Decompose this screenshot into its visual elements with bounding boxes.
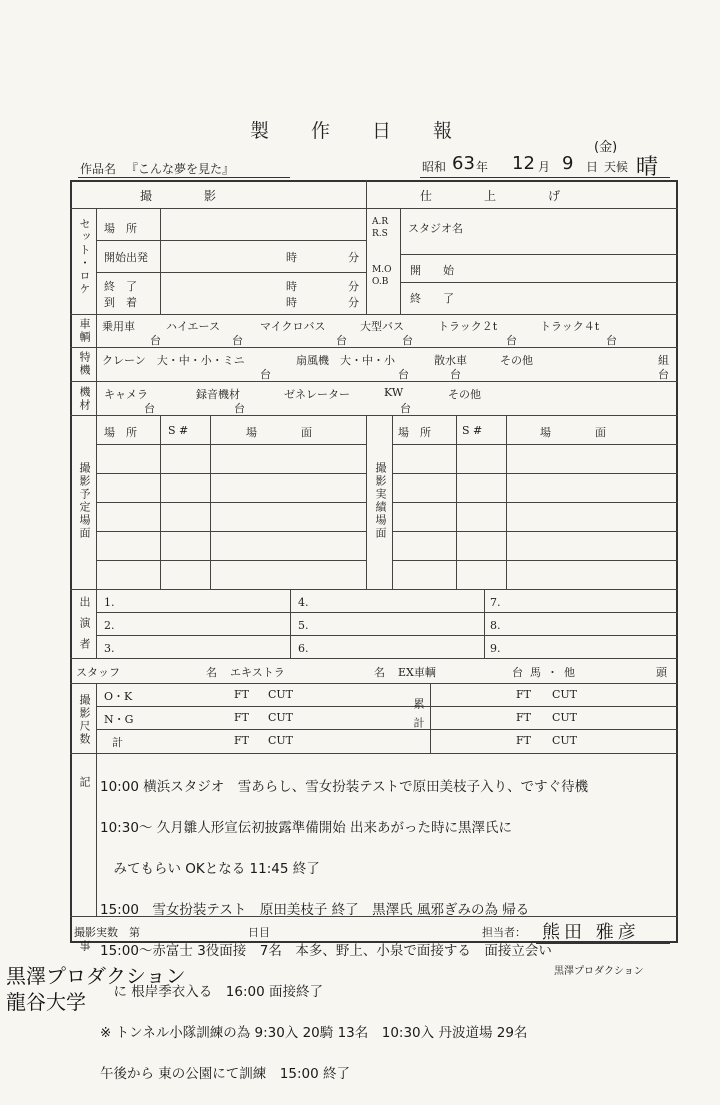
person-label: 担当者： (482, 926, 526, 939)
fan-label: 扇風機 大・中・小 (296, 354, 395, 367)
equip-unit: 台 (400, 402, 411, 415)
page-title: 製 作 日 報 (249, 120, 471, 142)
vehicle-truck-2t: トラック２t (438, 320, 498, 333)
vehicle-unit: 台 (606, 334, 617, 347)
note-line: 10:30～ 久月雛人形宣伝初披露準備開始 出来あがった時に黒澤氏に (100, 819, 512, 836)
finish-time-label: 終 了 (410, 292, 454, 305)
end-hour-label: 時 (286, 280, 297, 293)
shoot-header: 撮 影 (140, 189, 221, 203)
weather-label: 天候 (604, 160, 629, 174)
cast-6: 6. (298, 642, 309, 655)
day-label: 日 (586, 160, 599, 174)
ar-rs-label: A.R R.S (372, 217, 389, 239)
planned-scenes-side-label: 撮影予定場面 (78, 462, 91, 540)
footage-ft: FT (516, 688, 531, 701)
work-label: 作品名 (80, 162, 117, 176)
sprinkler-label: 散水車 (434, 354, 467, 367)
shoot-days-unit: 日目 (248, 926, 270, 939)
cast-2: 2. (104, 619, 115, 632)
cast-5: 5. (298, 619, 309, 632)
equip-kw: KW (384, 386, 404, 399)
extra-people-unit: 名 (374, 666, 385, 679)
footage-ft: FT (234, 688, 249, 701)
arrive-label: 到 着 (104, 296, 137, 309)
footage-ft: FT (516, 734, 531, 747)
cast-8: 8. (490, 619, 501, 632)
cast-side-label: 出演者 (78, 596, 91, 659)
note-line: 15:00 雪女扮装テスト 原田美枝子 終了 黒澤氏 風邪ぎみの為 帰る (100, 901, 530, 918)
equip-other: その他 (448, 388, 481, 401)
horse-unit: 頭 (656, 666, 667, 679)
vehicle-unit: 台 (150, 334, 161, 347)
equip-unit: 台 (144, 402, 155, 415)
cumulative-label: 累計 (412, 698, 425, 736)
vehicle-microbus: マイクロバス (260, 320, 326, 333)
start-hour-label: 時 (286, 251, 297, 264)
vehicle-unit: 台 (506, 334, 517, 347)
place-label: 場 所 (104, 222, 137, 235)
vehicle-truck-4t: トラック４t (540, 320, 600, 333)
vehicle-unit: 台 (336, 334, 347, 347)
special-side-label: 特機 (78, 351, 91, 377)
footage-ft: FT (234, 734, 249, 747)
ex-vehicle-label: EX車輌 (398, 666, 436, 679)
vehicles-side-label: 車輌 (78, 318, 91, 344)
begin-label: 開 始 (410, 264, 454, 277)
footage-cut: CUT (552, 711, 578, 724)
arrive-hour-label: 時 (286, 296, 297, 309)
equipment-side-label: 機材 (78, 386, 91, 412)
scene-header: 場 面 (246, 426, 312, 439)
equip-unit: 台 (234, 402, 245, 415)
person-name: 熊田 雅彦 (542, 922, 640, 943)
era-label: 昭和 (422, 160, 447, 174)
equip-camera: キャメラ (104, 388, 148, 401)
footage-cut: CUT (268, 734, 294, 747)
cast-1: 1. (104, 596, 115, 609)
footage-cut: CUT (552, 688, 578, 701)
shoot-days-label: 撮影実数 第 (74, 926, 140, 939)
archive-watermark-line2: 龍谷大学 (6, 990, 86, 1014)
set-loc-side-label: セット・ロケ (78, 218, 91, 296)
arrive-minute-label: 分 (348, 296, 359, 309)
equip-sound: 録音機材 (196, 388, 240, 401)
note-line: 15:00～赤富士 3役面接 7名 本多、野上、小泉で面接する 面接立会い (100, 942, 552, 959)
footage-ft: FT (234, 711, 249, 724)
cast-9: 9. (490, 642, 501, 655)
finish-header: 仕 上 げ (420, 189, 565, 203)
special-other-label: その他 (500, 354, 533, 367)
special-unit: 台 (398, 368, 409, 381)
footage-total-label: 計 (112, 736, 123, 749)
vehicle-unit: 台 (402, 334, 413, 347)
weather-value: 晴 (636, 155, 659, 180)
company-print: 黒澤プロダクション (554, 966, 644, 977)
scene-header-right: 場 面 (540, 426, 606, 439)
ex-vehicle-unit: 台 (512, 666, 523, 679)
vehicle-unit: 台 (232, 334, 243, 347)
cast-7: 7. (490, 596, 501, 609)
scene-number-header-right: S # (462, 424, 483, 437)
start-minute-label: 分 (348, 251, 359, 264)
scene-number-header: S # (168, 424, 189, 437)
date-underline (420, 177, 670, 178)
scene-place-header-right: 場 所 (398, 426, 431, 439)
note-line: みてもらい OKとなる 11:45 終了 (100, 860, 320, 877)
note-line: ※ トンネル小隊訓練の為 9:30入 20騎 13名 10:30入 丹波道場 29名 (100, 1024, 528, 1041)
end-minute-label: 分 (348, 280, 359, 293)
footage-side-label: 撮影尺数 (78, 694, 91, 746)
start-label: 開始出発 (104, 251, 148, 264)
actual-scenes-side-label: 撮影実績場面 (374, 462, 387, 540)
archive-watermark-line1: 黒澤プロダクション (6, 964, 186, 988)
equip-generator: ゼネレーター (284, 388, 350, 401)
month-value: 12 (512, 153, 535, 174)
special-unit: 台 (450, 368, 461, 381)
vehicle-car: 乗用車 (102, 320, 135, 333)
notes-side-label: 記 事 (78, 776, 91, 981)
footage-ng-label: N・G (104, 713, 134, 726)
staff-people-unit: 名 (206, 666, 217, 679)
vehicle-bus: 大型バス (360, 320, 404, 333)
scene-place-header: 場 所 (104, 426, 137, 439)
special-unit: 台 (658, 368, 669, 381)
crane-label: クレーン 大・中・小・ミニ (102, 354, 245, 367)
note-line: 午後から 東の公園にて訓練 15:00 終了 (100, 1065, 350, 1082)
staff-label: スタッフ (76, 666, 120, 679)
vehicle-hiace: ハイエース (166, 320, 221, 333)
year-label: 年 (476, 160, 489, 174)
studio-label: スタジオ名 (408, 222, 463, 235)
work-underline (78, 177, 290, 178)
footage-ft: FT (516, 711, 531, 724)
special-unit: 台 (260, 368, 271, 381)
cast-3: 3. (104, 642, 115, 655)
footage-cut: CUT (552, 734, 578, 747)
person-underline (536, 943, 670, 944)
horse-label: 馬・他 (530, 666, 581, 679)
work-title: 『こんな夢を見た』 (126, 162, 235, 176)
day-value: 9 (562, 153, 574, 174)
note-line: 10:00 横浜スタジオ 雪あらし、雪女扮装テストで原田美枝子入り、ですぐ待機 (100, 778, 589, 795)
special-set-unit: 組 (658, 354, 669, 367)
year-value: 63 (452, 153, 475, 174)
weekday-value: (金) (594, 140, 618, 155)
end-label: 終 了 (104, 280, 137, 293)
extra-label: エキストラ (230, 666, 285, 679)
footage-cut: CUT (268, 711, 294, 724)
footage-cut: CUT (268, 688, 294, 701)
month-label: 月 (538, 160, 551, 174)
cast-4: 4. (298, 596, 309, 609)
mo-ob-label: M.O O.B (372, 265, 392, 287)
note-line: に 根岸季衣入る 16:00 面接終了 (100, 983, 323, 1000)
footage-ok-label: O・K (104, 690, 133, 703)
